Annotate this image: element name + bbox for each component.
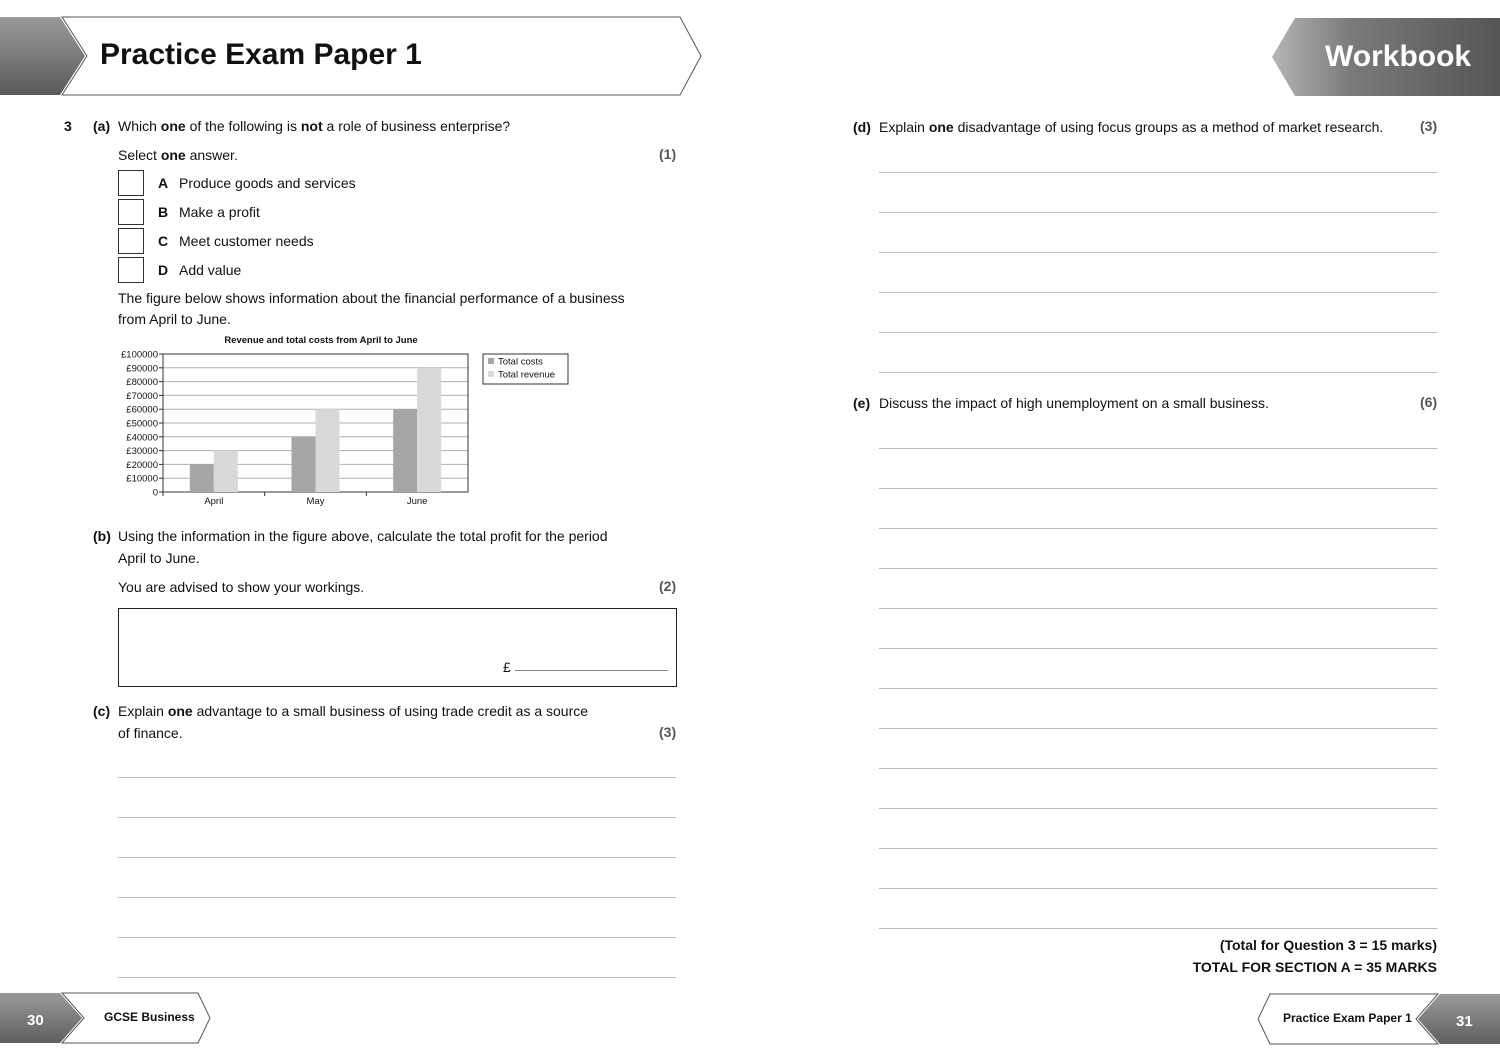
bar-total-revenue bbox=[214, 451, 238, 492]
part-b-line2: April to June. bbox=[118, 550, 200, 566]
option-a-text: Produce goods and services bbox=[179, 175, 356, 191]
y-tick-label: £20000 bbox=[126, 459, 158, 471]
profit-answer-line[interactable] bbox=[515, 670, 668, 671]
answer-line[interactable] bbox=[879, 848, 1437, 849]
legend-label: Total revenue bbox=[498, 369, 556, 381]
answer-line[interactable] bbox=[879, 568, 1437, 569]
part-c-marks: (3) bbox=[659, 724, 677, 740]
part-b-label: (b) bbox=[93, 528, 111, 544]
option-d-text: Add value bbox=[179, 262, 242, 278]
bar-total-costs bbox=[393, 409, 417, 492]
answer-line[interactable] bbox=[879, 608, 1437, 609]
part-b-advice: You are advised to show your workings. bbox=[118, 579, 365, 595]
answer-line[interactable] bbox=[879, 648, 1437, 649]
chart-title: Revenue and total costs from April to June bbox=[224, 335, 418, 346]
y-tick-label: £100000 bbox=[121, 349, 158, 361]
answer-line[interactable] bbox=[879, 888, 1437, 889]
answer-line[interactable] bbox=[879, 292, 1437, 293]
bar-total-revenue bbox=[316, 409, 340, 492]
answer-line[interactable] bbox=[879, 808, 1437, 809]
figure-intro-line2: from April to June. bbox=[118, 311, 231, 327]
question-number: 3 bbox=[64, 118, 72, 134]
y-tick-label: £10000 bbox=[126, 473, 158, 485]
legend-swatch bbox=[488, 371, 494, 377]
answer-line[interactable] bbox=[118, 977, 676, 978]
workbook-title: Workbook bbox=[1325, 40, 1472, 73]
x-tick-label: June bbox=[406, 496, 428, 507]
page-title: Practice Exam Paper 1 bbox=[100, 38, 422, 71]
answer-line[interactable] bbox=[118, 857, 676, 858]
part-a-stem: Which one of the following is not a role of business enterprise? bbox=[118, 118, 511, 134]
currency-symbol: £ bbox=[503, 659, 511, 675]
footer-subject: GCSE Business bbox=[104, 1010, 195, 1024]
answer-line[interactable] bbox=[879, 928, 1437, 929]
answer-line[interactable] bbox=[118, 897, 676, 898]
part-c-line1: Explain one advantage to a small business of using trade credit as a source bbox=[118, 703, 589, 719]
right-page-number: 31 bbox=[1456, 1013, 1473, 1030]
y-tick-label: £40000 bbox=[126, 432, 158, 444]
footer-tabs bbox=[0, 990, 1500, 1050]
y-tick-label: 0 bbox=[152, 487, 158, 499]
y-tick-label: £30000 bbox=[126, 446, 158, 458]
answer-line[interactable] bbox=[879, 528, 1437, 529]
x-tick-label: May bbox=[306, 496, 325, 507]
workings-answer-box[interactable] bbox=[118, 608, 677, 687]
part-d-marks: (3) bbox=[1420, 118, 1438, 134]
figure-intro-line1: The figure below shows information about the financial performance of a business bbox=[118, 290, 625, 306]
answer-line[interactable] bbox=[879, 372, 1437, 373]
answer-line[interactable] bbox=[879, 688, 1437, 689]
option-a-checkbox[interactable] bbox=[118, 170, 144, 196]
legend-swatch bbox=[488, 358, 494, 364]
bar-total-costs bbox=[190, 464, 214, 492]
part-e-marks: (6) bbox=[1420, 394, 1438, 410]
answer-line[interactable] bbox=[879, 252, 1437, 253]
total-section-marks: TOTAL FOR SECTION A = 35 MARKS bbox=[1192, 959, 1437, 975]
part-d-label: (d) bbox=[853, 119, 871, 135]
answer-line[interactable] bbox=[879, 172, 1437, 173]
select-instruction: Select one answer. bbox=[118, 147, 238, 163]
answer-line[interactable] bbox=[879, 448, 1437, 449]
bar-total-revenue bbox=[417, 368, 441, 492]
total-question-marks: (Total for Question 3 = 15 marks) bbox=[1219, 937, 1437, 953]
part-a-marks: (1) bbox=[659, 146, 677, 162]
option-a-letter: A bbox=[158, 175, 169, 191]
y-tick-label: £70000 bbox=[126, 390, 158, 402]
answer-line[interactable] bbox=[879, 728, 1437, 729]
answer-line[interactable] bbox=[879, 212, 1437, 213]
part-c-line2: of finance. bbox=[118, 725, 183, 741]
y-tick-label: £50000 bbox=[126, 418, 158, 430]
part-d-text: Explain one disadvantage of using focus groups as a method of market research. bbox=[879, 119, 1384, 135]
option-b-letter: B bbox=[158, 204, 169, 220]
part-b-line1: Using the information in the figure above, calculate the total profit for the period bbox=[118, 528, 608, 544]
option-b-text: Make a profit bbox=[179, 204, 260, 220]
answer-line[interactable] bbox=[118, 777, 676, 778]
option-b-checkbox[interactable] bbox=[118, 199, 144, 225]
y-tick-label: £80000 bbox=[126, 377, 158, 389]
y-tick-label: £90000 bbox=[126, 363, 158, 375]
x-tick-label: April bbox=[204, 496, 224, 507]
part-e-label: (e) bbox=[853, 395, 871, 411]
answer-line[interactable] bbox=[879, 768, 1437, 769]
part-b-marks: (2) bbox=[659, 578, 677, 594]
y-tick-label: £60000 bbox=[126, 404, 158, 416]
option-d-checkbox[interactable] bbox=[118, 257, 144, 283]
answer-line[interactable] bbox=[879, 488, 1437, 489]
part-a-label: (a) bbox=[93, 118, 111, 134]
revenue-costs-chart bbox=[100, 330, 580, 510]
footer-paper-title: Practice Exam Paper 1 bbox=[1283, 1011, 1412, 1025]
answer-line[interactable] bbox=[879, 332, 1437, 333]
part-e-text: Discuss the impact of high unemployment on a small business. bbox=[879, 395, 1269, 411]
legend-label: Total costs bbox=[498, 356, 543, 368]
option-d-letter: D bbox=[158, 262, 169, 278]
answer-line[interactable] bbox=[118, 817, 676, 818]
left-page-number: 30 bbox=[27, 1012, 44, 1029]
part-c-label: (c) bbox=[93, 703, 111, 719]
option-c-checkbox[interactable] bbox=[118, 228, 144, 254]
option-c-text: Meet customer needs bbox=[179, 233, 314, 249]
bar-total-costs bbox=[292, 437, 316, 492]
answer-line[interactable] bbox=[118, 937, 676, 938]
option-c-letter: C bbox=[158, 233, 169, 249]
